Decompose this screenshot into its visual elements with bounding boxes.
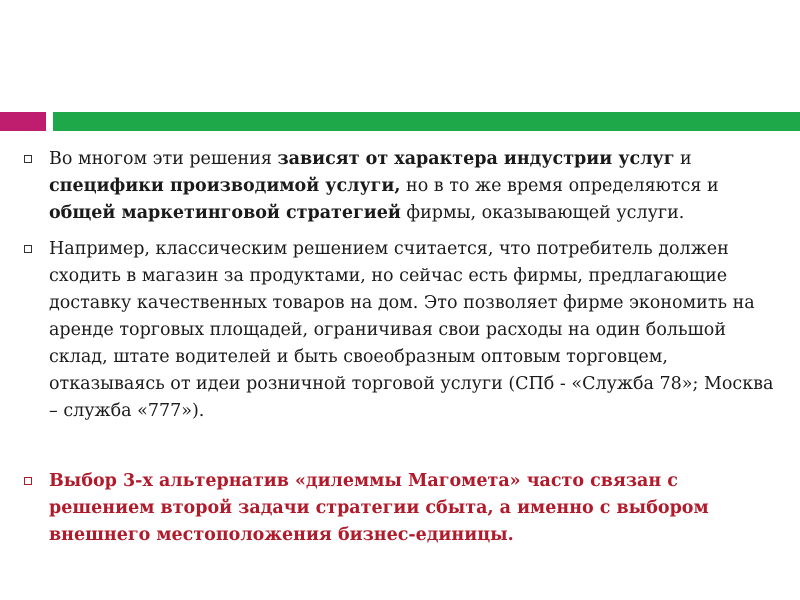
text-segment: но в то же время определяются и: [400, 176, 719, 196]
text-segment: фирмы, оказывающей услуги.: [400, 203, 685, 223]
bold-segment: общей маркетинговой стратегией: [49, 203, 401, 223]
bullet-item-1: [22, 146, 782, 227]
bullet-item-3-highlight: [22, 468, 782, 549]
highlight-text: Выбор 3-х альтернатив «дилеммы Магомета» часто связан с решением второй задачи стратегии сбыта, а именно с выбором внешнего местоположения бизнес-единицы.: [49, 471, 709, 545]
accent-bar-green: [53, 112, 800, 131]
square-bullet-icon: [24, 477, 32, 485]
square-bullet-icon: [24, 245, 32, 253]
slide-content: [22, 146, 782, 549]
text-segment: Во многом эти решения: [49, 149, 278, 169]
square-bullet-icon: [24, 155, 32, 163]
bold-segment: специфики производимой услуги,: [49, 176, 401, 196]
accent-bar-magenta: [0, 112, 46, 131]
bullet-item-2: [22, 236, 782, 425]
paragraph-text: Например, классическим решением считается, что потребитель должен сходить в магазин за продуктами, но сейчас есть фирмы, предлагающие доставку качественных товаров на дом. Это позволяет фирме экономить на аренде торговых площадей, ограничивая свои расходы на один большой склад, штате водителей и быть своеобразным оптовым торговцем, отказываясь от идеи розничной торговой услуги (СПб - «Служба 78»; Москва – служба «777»).: [49, 239, 774, 421]
text-segment: и: [674, 149, 692, 169]
bold-segment: зависят от характера индустрии услуг: [277, 149, 675, 169]
